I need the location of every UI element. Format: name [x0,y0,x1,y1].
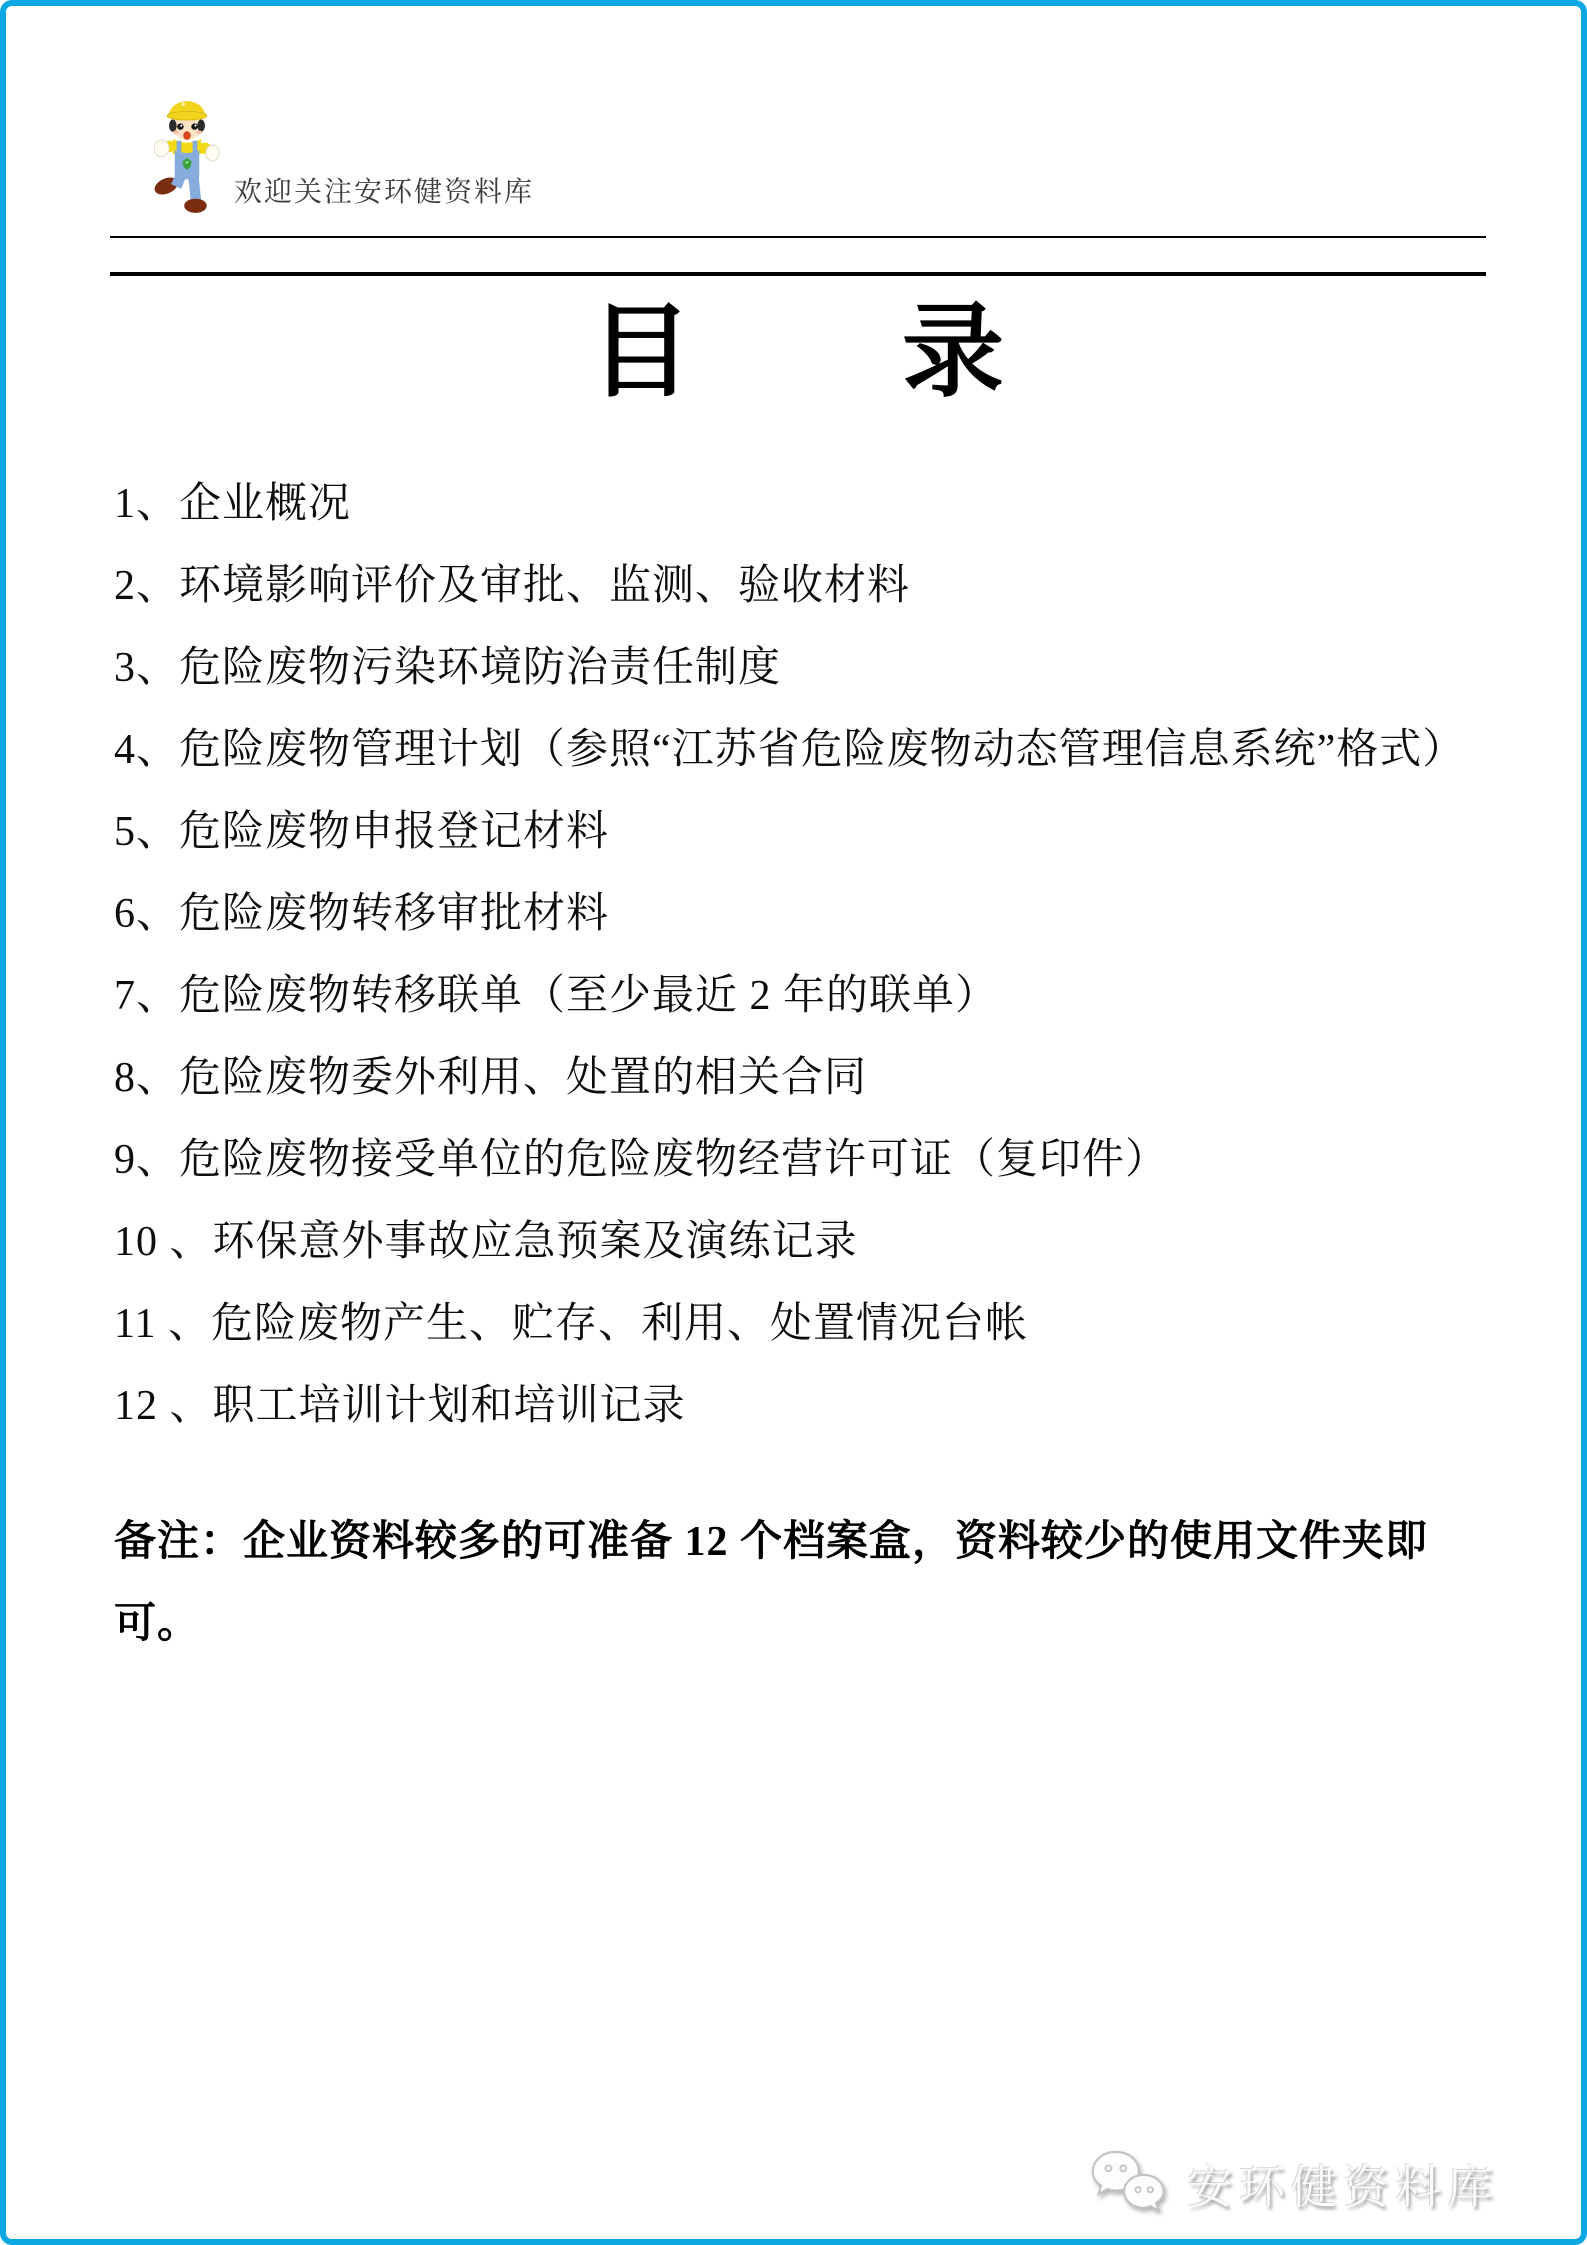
safety-worker-mascot-icon [154,90,220,216]
header-divider-thick [110,272,1486,276]
toc-item-11: 11 、危险废物产生、贮存、利用、处置情况台帐 [114,1300,1028,1347]
toc-item-2: 2、环境影响评价及审批、监测、验收材料 [114,562,911,609]
header-divider-thin [110,236,1486,238]
header-brand [154,90,1486,216]
note-text: 备注：企业资料较多的可准备 12 个档案盒，资料较少的使用文件夹即可。 [114,1518,1429,1647]
toc-item-12: 12 、职工培训计划和培训记录 [114,1382,686,1429]
wechat-icon [1087,2147,1171,2221]
toc-item-3: 3、危险废物污染环境防治责任制度 [114,644,782,691]
toc-item-8: 8、危险废物委外利用、处置的相关合同 [114,1054,868,1101]
toc-item-10: 10 、环保意外事故应急预案及演练记录 [114,1218,858,1265]
page-title: 目 录 [590,295,1006,409]
toc-list [114,463,1466,1447]
watermark-text: 安环健资料库 [1187,2162,1499,2213]
watermark [1087,2147,1499,2221]
toc-item-6: 6、危险废物转移审批材料 [114,890,610,937]
toc-item-9: 9、危险废物接受单位的危险废物经营许可证（复印件） [114,1136,1169,1183]
toc-item-1: 1、企业概况 [114,480,352,527]
brand-tagline: 欢迎关注安环健资料库 [234,176,535,207]
toc-item-5: 5、危险废物申报登记材料 [114,808,610,855]
toc-item-7: 7、危险废物转移联单（至少最近 2 年的联单） [114,972,999,1019]
toc-item-4: 4、危险废物管理计划（参照“江苏省危险废物动态管理信息系统”格式） [114,726,1466,773]
